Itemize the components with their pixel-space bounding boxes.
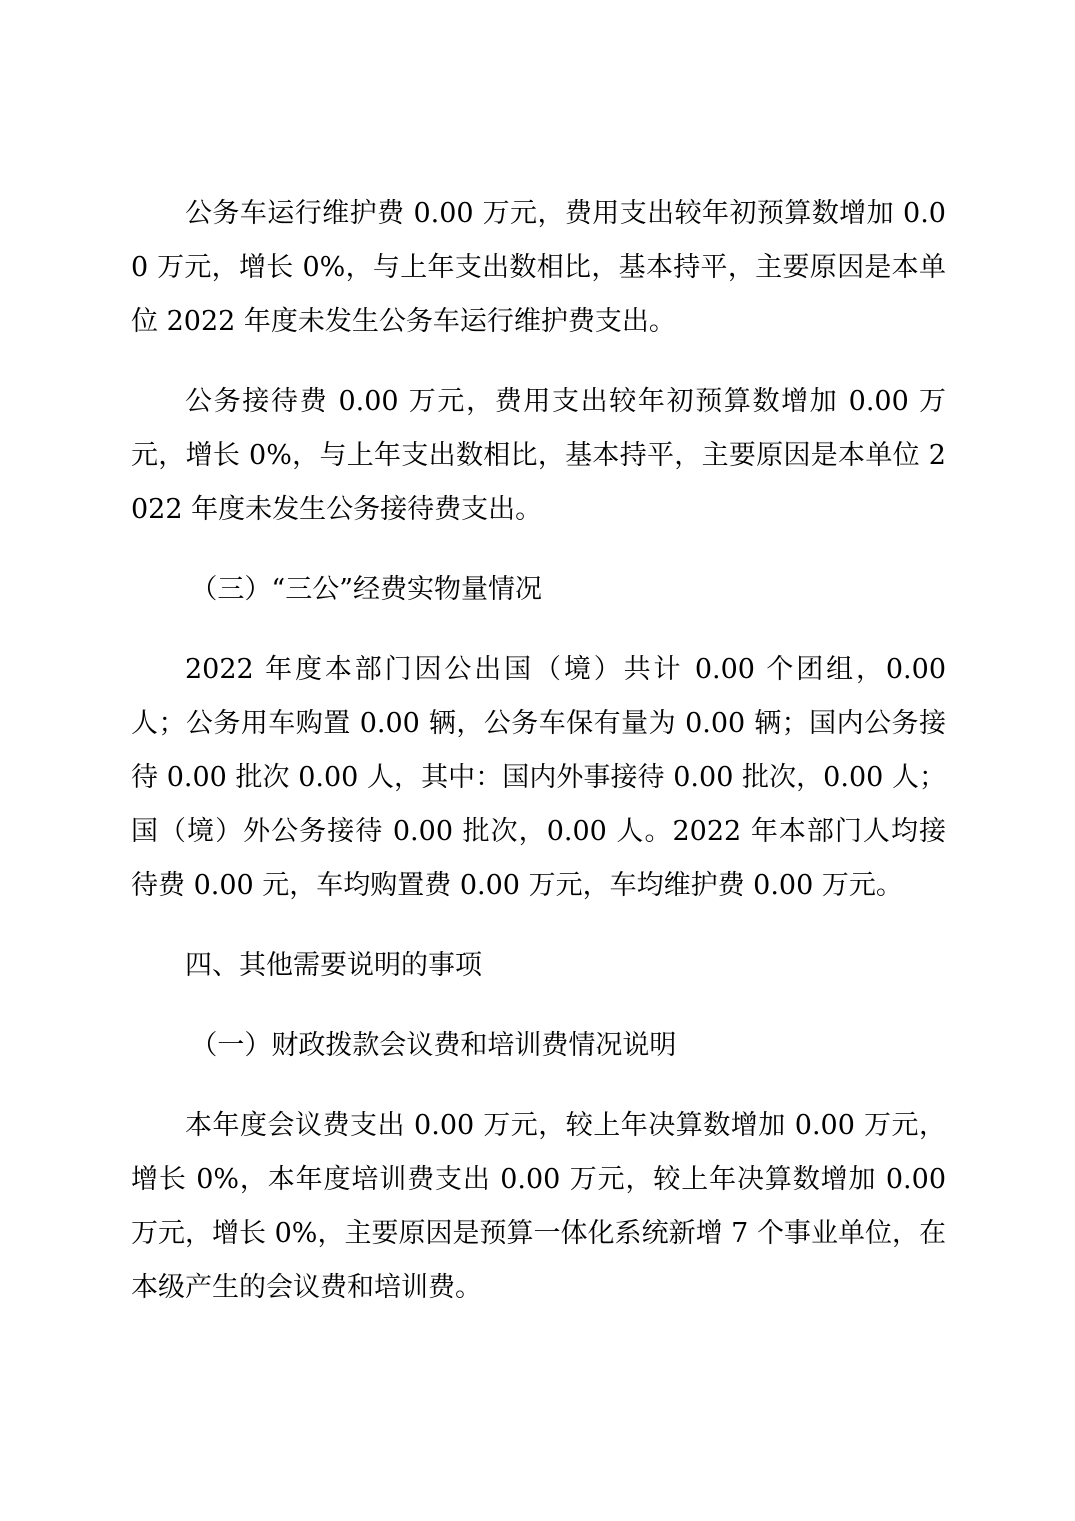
document-page xyxy=(131,187,946,1341)
section-heading-other-matters: 四、其他需要说明的事项 xyxy=(185,950,482,981)
paragraph-meeting-training: 本年度会议费支出 0.00 万元，较上年决算数增加 0.00 万元，增长 0%，本年度培训费支出 0.00 万元，较上年决算数增加 0.00 万元，增长 0%，主要原因是预算一体化系统新增 7 个事业单位，在本级产生的会议费和培训费。 xyxy=(131,1110,946,1303)
section-heading-meeting-training: （一）财政拨款会议费和培训费情况说明 xyxy=(190,1030,677,1061)
paragraph-physical-quantity: 2022 年度本部门因公出国（境）共计 0.00 个团组，0.00 人；公务用车购置 0.00 辆，公务车保有量为 0.00 辆；国内公务接待 0.00 批次 0.00 人，其中：国内外事接待 0.00 批次，0.00 人；国（境）外公务接待 0.00 批次，0.00 人。2022 年本部门人均接待费 0.00 元，车均购置费 0.00 万元，车均维护费 0.00 万元。 xyxy=(131,654,946,901)
section-heading-three-public-physical: （三）“三公”经费实物量情况 xyxy=(190,574,542,605)
paragraph-vehicle-maintenance: 公务车运行维护费 0.00 万元，费用支出较年初预算数增加 0.00 万元，增长 0%，与上年支出数相比，基本持平，主要原因是本单位 2022 年度未发生公务车运行维护费支出。 xyxy=(131,198,946,337)
paragraph-official-reception: 公务接待费 0.00 万元，费用支出较年初预算数增加 0.00 万元，增长 0%，与上年支出数相比，基本持平，主要原因是本单位 2022 年度未发生公务接待费支出。 xyxy=(131,386,946,525)
